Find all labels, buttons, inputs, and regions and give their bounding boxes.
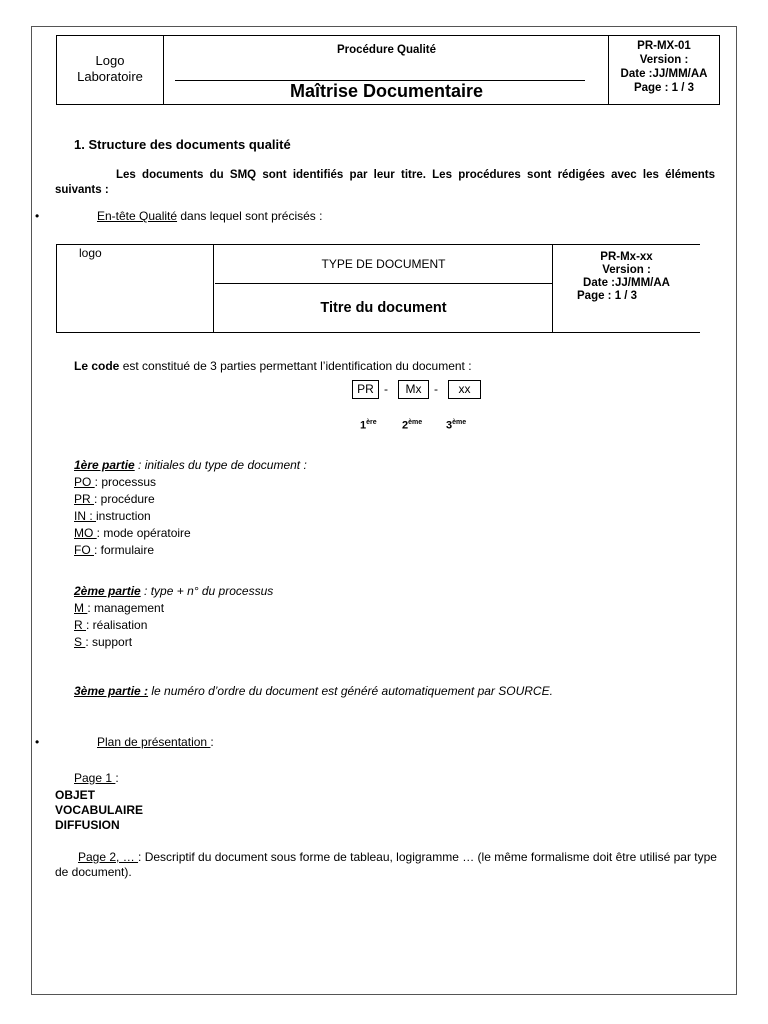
example-type-cell: TYPE DE DOCUMENT (215, 245, 552, 284)
section-title: 1. Structure des documents qualité (74, 137, 291, 152)
doc-version: Version : (639, 54, 689, 66)
document-ref-cell (608, 36, 719, 104)
list-item (74, 508, 307, 525)
entete-rest: dans lequel sont précisés : (177, 209, 323, 223)
item-code: FO (74, 543, 94, 557)
plan-link: Plan de présentation (97, 735, 211, 749)
item-label: : formulaire (94, 543, 155, 557)
example-page: Page : 1 / 3 (577, 290, 638, 302)
page1-label: Page 1 (74, 771, 116, 785)
list-item (74, 634, 273, 651)
item-code: R (74, 618, 86, 632)
plan-colon: : (210, 735, 214, 749)
doc-code: PR-MX-01 (637, 40, 691, 52)
code-part-2: Mx (398, 380, 429, 399)
list-item (74, 491, 307, 508)
list-item (74, 542, 307, 559)
page2-text: : Descriptif du document sous forme de tableau, logigramme … (le même formalisme doit être utilisé par type de document). (55, 850, 717, 879)
bullet-dot-2: • (35, 735, 40, 749)
part3-line (74, 684, 553, 698)
item-code: MO (74, 526, 97, 540)
page1-items (55, 788, 143, 833)
ordinal-3 (446, 419, 466, 432)
item-label: : procédure (94, 492, 155, 506)
list-item: OBJET (55, 788, 96, 802)
code-dash-2: - (434, 382, 438, 396)
page2-paragraph (55, 850, 723, 880)
bullet-entete (97, 209, 322, 223)
item-code: PO (74, 475, 95, 489)
code-intro-bold: Le code (74, 359, 120, 373)
example-version: Version : (602, 264, 651, 276)
example-code: PR-Mx-xx (600, 251, 653, 263)
part1-block (74, 457, 307, 559)
page2-label: Page 2, … (78, 850, 139, 864)
item-code: IN : (74, 509, 97, 523)
ordinal-2 (402, 419, 422, 432)
ordinal-1-sup: ère (366, 419, 377, 426)
example-logo-cell: logo (57, 245, 214, 332)
bullet-dot: • (35, 209, 40, 223)
part2-title: 2ème partie (74, 584, 141, 598)
example-date: Date :JJ/MM/AA (583, 277, 670, 289)
page1-line (74, 771, 119, 785)
list-item: VOCABULAIRE (55, 803, 144, 817)
item-label: : management (87, 601, 165, 615)
part1-heading (74, 457, 307, 474)
document-title: Maîtrise Documentaire (289, 81, 484, 101)
list-item (74, 600, 273, 617)
code-part-3: xx (448, 380, 481, 399)
list-item (74, 617, 273, 634)
example-title-cell: Titre du document (320, 300, 447, 316)
code-dash-1: - (384, 382, 388, 396)
logo-cell (57, 36, 164, 104)
part2-desc: : type + n° du processus (140, 584, 274, 598)
list-item (74, 474, 307, 491)
part1-desc: : initiales du type de document : (134, 458, 307, 472)
item-label: : processus (94, 475, 157, 489)
item-label: : réalisation (86, 618, 148, 632)
part1-title: 1ère partie (74, 458, 135, 472)
ordinal-1-num: 1 (360, 419, 367, 432)
ordinal-3-sup: ème (452, 419, 467, 426)
code-intro (74, 359, 472, 373)
part2-block (74, 583, 273, 651)
entete-link: En-tête Qualité (97, 209, 178, 223)
part2-heading (74, 583, 273, 600)
procedure-label: Procédure Qualité (336, 44, 437, 56)
ordinal-2-num: 2 (402, 419, 409, 432)
bullet-plan (97, 735, 214, 749)
logo-line1: Logo (95, 53, 125, 68)
item-label: instruction (96, 509, 151, 523)
item-code: PR (74, 492, 95, 506)
ordinal-1 (360, 419, 377, 432)
logo-line2: Laboratoire (77, 69, 143, 84)
section-intro: Les documents du SMQ sont identifiés par leur titre. Les procédures sont rédigées avec les éléments suivants : (55, 169, 715, 196)
part3-title: 3ème partie : (74, 684, 149, 698)
doc-date: Date :JJ/MM/AA (620, 68, 708, 80)
part3-desc: le numéro d’ordre du document est généré automatiquement par SOURCE. (148, 684, 553, 698)
document-page (31, 26, 737, 995)
item-label: : support (85, 635, 133, 649)
item-code: S (74, 635, 86, 649)
code-intro-rest: est constitué de 3 parties permettant l’identification du document : (119, 359, 472, 373)
code-part-1: PR (352, 380, 379, 399)
item-code: M (74, 601, 88, 615)
list-item (74, 525, 307, 542)
item-label: : mode opératoire (96, 526, 191, 540)
doc-page: Page : 1 / 3 (633, 82, 695, 94)
list-item: DIFFUSION (55, 818, 120, 832)
quality-header-table (56, 35, 720, 105)
example-header-table (56, 244, 700, 333)
ordinal-3-num: 3 (446, 419, 453, 432)
page1-colon: : (115, 771, 119, 785)
ordinal-2-sup: ème (408, 419, 423, 426)
example-ref-cell (552, 245, 700, 332)
